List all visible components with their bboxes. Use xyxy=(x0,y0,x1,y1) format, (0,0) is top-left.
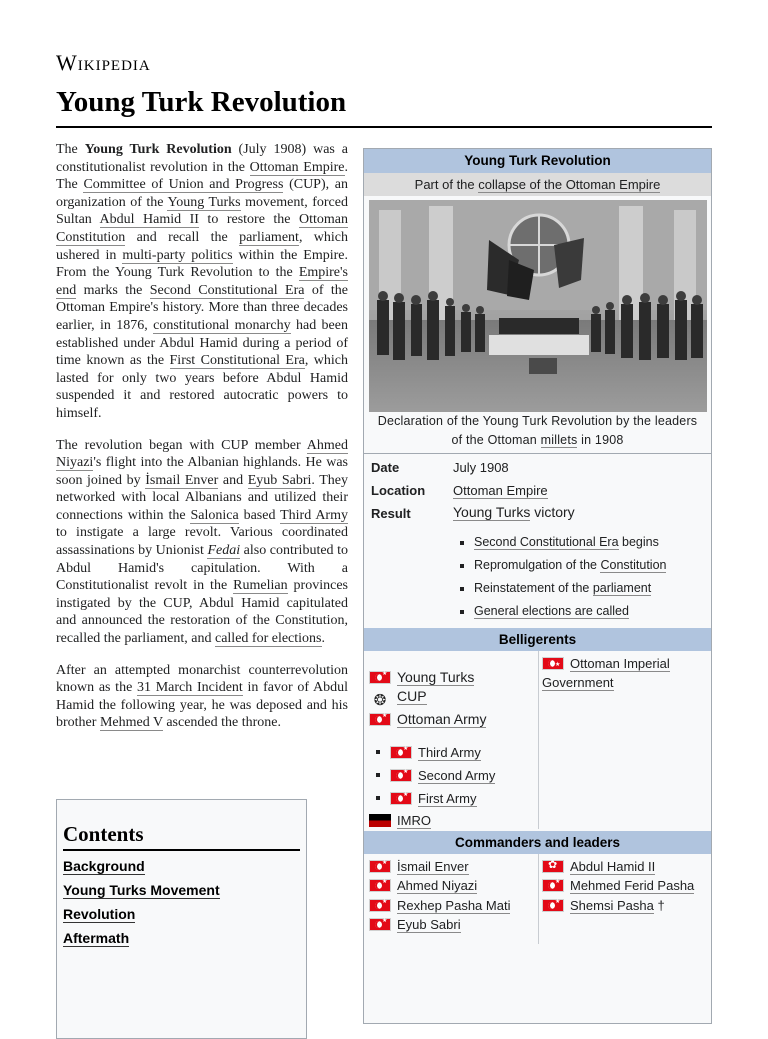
ottoman-flag-icon xyxy=(542,657,564,670)
commander-item: ★İsmail Enver xyxy=(369,859,469,874)
second-army-link[interactable]: Second Army xyxy=(418,768,496,783)
infobox-subtitle xyxy=(364,173,711,196)
location-label: Location xyxy=(371,483,426,498)
result-list xyxy=(460,533,666,625)
commander-item: ★Mehmed Ferid Pasha xyxy=(542,878,694,893)
title-divider xyxy=(56,126,712,128)
toc-list xyxy=(63,857,300,947)
inline-link[interactable]: Ottoman Empire xyxy=(249,159,345,175)
belligerents-column-divider xyxy=(538,651,539,829)
ottoman-flag-icon xyxy=(369,879,391,892)
inline-link[interactable]: Second Constitutional Era xyxy=(149,282,305,298)
result-item: Repromulgation of the Constitution xyxy=(460,556,666,579)
belligerent-ottoman-government xyxy=(542,654,702,692)
inline-link[interactable]: Fedai xyxy=(207,543,241,559)
result-item: Second Constitutional Era begins xyxy=(460,533,666,556)
ottoman-flag-icon xyxy=(390,792,412,805)
cup-emblem-icon: ❂ xyxy=(373,692,387,709)
inline-link[interactable]: First Constitutional Era xyxy=(169,353,305,369)
date-label: Date xyxy=(371,460,400,475)
ottoman-flag-icon xyxy=(390,746,412,759)
toc-item-background[interactable]: Background xyxy=(63,858,145,874)
inline-link[interactable]: Young Turks xyxy=(167,194,241,210)
army-item xyxy=(376,768,495,783)
imro-link[interactable]: IMRO xyxy=(397,813,431,828)
inline-link[interactable]: Rumelian xyxy=(233,578,288,594)
ottoman-imperial-flag-icon xyxy=(542,860,564,873)
ottoman-flag-icon xyxy=(369,918,391,931)
inline-link[interactable]: Abdul Hamid II xyxy=(99,212,199,228)
ottoman-flag-icon xyxy=(542,899,564,912)
result-young-turks-link[interactable]: Young Turks xyxy=(453,504,531,520)
ottoman-flag-icon xyxy=(369,860,391,873)
result-item xyxy=(460,602,666,625)
third-army-link[interactable]: Third Army xyxy=(418,745,481,760)
wikipedia-logo[interactable]: Wikipedia xyxy=(56,50,151,75)
commander-item: ★Rexhep Pasha Mati xyxy=(369,898,510,913)
declaration-photo-graphic xyxy=(369,200,707,412)
inline-link[interactable]: Eyub Sabri xyxy=(247,472,312,488)
result-label: Result xyxy=(371,506,411,521)
collapse-link[interactable]: collapse of the Ottoman Empire xyxy=(478,177,661,192)
inline-link[interactable]: Committee of Union and Progress xyxy=(83,177,284,193)
date-value: July 1908 xyxy=(453,460,509,475)
declaration-photo[interactable] xyxy=(369,200,707,412)
ottoman-flag-icon xyxy=(369,713,391,726)
subtitle-prefix: Part of the xyxy=(414,177,479,192)
inline-link[interactable]: Mehmed V xyxy=(99,715,163,731)
inline-link[interactable]: 31 March Incident xyxy=(137,680,243,696)
infobox-title: Young Turk Revolution xyxy=(364,149,711,173)
location-link[interactable]: Ottoman Empire xyxy=(453,483,548,498)
commander-item: ★Eyub Sabri xyxy=(369,917,461,932)
photo-caption: Declaration of the Young Turk Revolution by the leaders of the Ottoman millets in 1908 xyxy=(377,414,698,447)
toc-heading: Contents xyxy=(63,822,300,851)
result-link[interactable]: parliament xyxy=(592,581,652,595)
army-item xyxy=(376,791,477,806)
commander-item: ★Shemsi Pasha † xyxy=(542,898,665,913)
inline-link[interactable]: Ottoman Constitution xyxy=(56,212,348,245)
result-value: Young Turks victory xyxy=(453,504,575,520)
inline-link[interactable]: multi-party politics xyxy=(122,247,233,263)
paragraph-intro: The Young Turk Revolution (July 1908) was a constitutionalist revolution in the Ottoman Empire. The Committee of Union and Progress (CUP), an organization of the Young Turks movement, forced Sultan Abdul Hamid II to restore the Ottoman Constitution and recall the parliament, which ushered in multi-party politics within the Empire. From the Young Turk Revolution to the Empire's end marks the Second Constitutional Era of the Ottoman Empire's history. More than three decades earlier, in 1876, constitutional monarchy had been established under Abdul Hamid during a period of time known as the First Constitutional Era, which lasted for only two years before Abdul Hamid suspended it and restored autocratic powers to himself. xyxy=(56,142,349,421)
toc-item-revolution[interactable]: Revolution xyxy=(63,906,136,922)
paragraph-revolution: The revolution began with CUP member Ahmed Niyazi's flight into the Albanian highlands. He was soon joined by İsmail Enver and Eyub Sabri. They networked with local Albanians and utilized their connections within the Salonica based Third Army to instigate a large revolt. Various coordinated assassinations by Unionist Fedai also contributed to Abdul Hamid's capitulation. With a Constitutionalist revolt in the Rumelian provinces instigated by the CUP, Abdul Hamid capitulated and announced the restoration of the Constitution, recalled the parliament, and called for elections. xyxy=(56,437,349,647)
ottoman-flag-icon xyxy=(369,899,391,912)
commanders-heading: Commanders and leaders xyxy=(364,831,711,854)
inline-link[interactable]: Salonica xyxy=(190,507,239,523)
bold-term: Young Turk Revolution xyxy=(84,142,232,157)
ottoman-flag-icon xyxy=(369,671,391,684)
page-title: Young Turk Revolution xyxy=(56,86,347,118)
belligerent-young-turks xyxy=(369,669,474,685)
belligerents-heading: Belligerents xyxy=(364,628,711,651)
result-link[interactable]: General elections are called xyxy=(474,604,629,618)
result-item: Reinstatement of the parliament xyxy=(460,579,666,602)
army-item xyxy=(376,745,481,760)
inline-link[interactable]: Ahmed Niyazi xyxy=(56,437,348,471)
young-turks-link[interactable]: Young Turks xyxy=(397,669,475,685)
ottoman-army-link[interactable]: Ottoman Army xyxy=(397,711,487,727)
inline-link[interactable]: constitutional monarchy xyxy=(153,317,291,333)
inline-link[interactable]: parliament xyxy=(239,229,299,245)
commander-item: ★Ahmed Niyazi xyxy=(369,878,477,893)
ottoman-flag-icon xyxy=(542,879,564,892)
toc-item-young-turks-movement[interactable]: Young Turks Movement xyxy=(63,882,220,898)
first-army-link[interactable]: First Army xyxy=(418,791,477,806)
toc-item-aftermath[interactable]: Aftermath xyxy=(63,930,130,946)
paragraph-aftermath: After an attempted monarchist counterrevolution known as the 31 March Incident in favor of Abdul Hamid the following year, he was deposed and his brother Mehmed V ascended the throne. xyxy=(56,662,348,731)
millets-link[interactable]: millets xyxy=(540,433,578,447)
imro-flag-icon xyxy=(369,814,391,827)
inline-link[interactable]: Empire's end xyxy=(56,265,348,298)
belligerent-cup xyxy=(369,688,427,710)
belligerent-imro xyxy=(369,813,431,828)
killed-dagger: † xyxy=(657,898,665,913)
result-link[interactable]: Constitution xyxy=(600,558,667,572)
commander-item: ✿Abdul Hamid II xyxy=(542,859,655,874)
infobox xyxy=(363,148,712,1024)
ottoman-flag-icon xyxy=(390,769,412,782)
inline-link[interactable]: Third Army xyxy=(280,507,348,523)
inline-link[interactable]: İsmail Enver xyxy=(145,472,219,488)
table-of-contents xyxy=(56,799,307,1039)
ottoman-government-link[interactable]: Ottoman Imperial Government xyxy=(542,656,670,690)
cup-link[interactable]: CUP xyxy=(397,688,427,704)
commanders-column-divider xyxy=(538,854,539,944)
inline-link[interactable]: called for elections xyxy=(214,631,322,647)
result-link[interactable]: Second Constitutional Era xyxy=(474,535,619,549)
belligerent-ottoman-army xyxy=(369,711,486,727)
article-body xyxy=(56,141,348,746)
infobox-divider xyxy=(364,453,711,454)
